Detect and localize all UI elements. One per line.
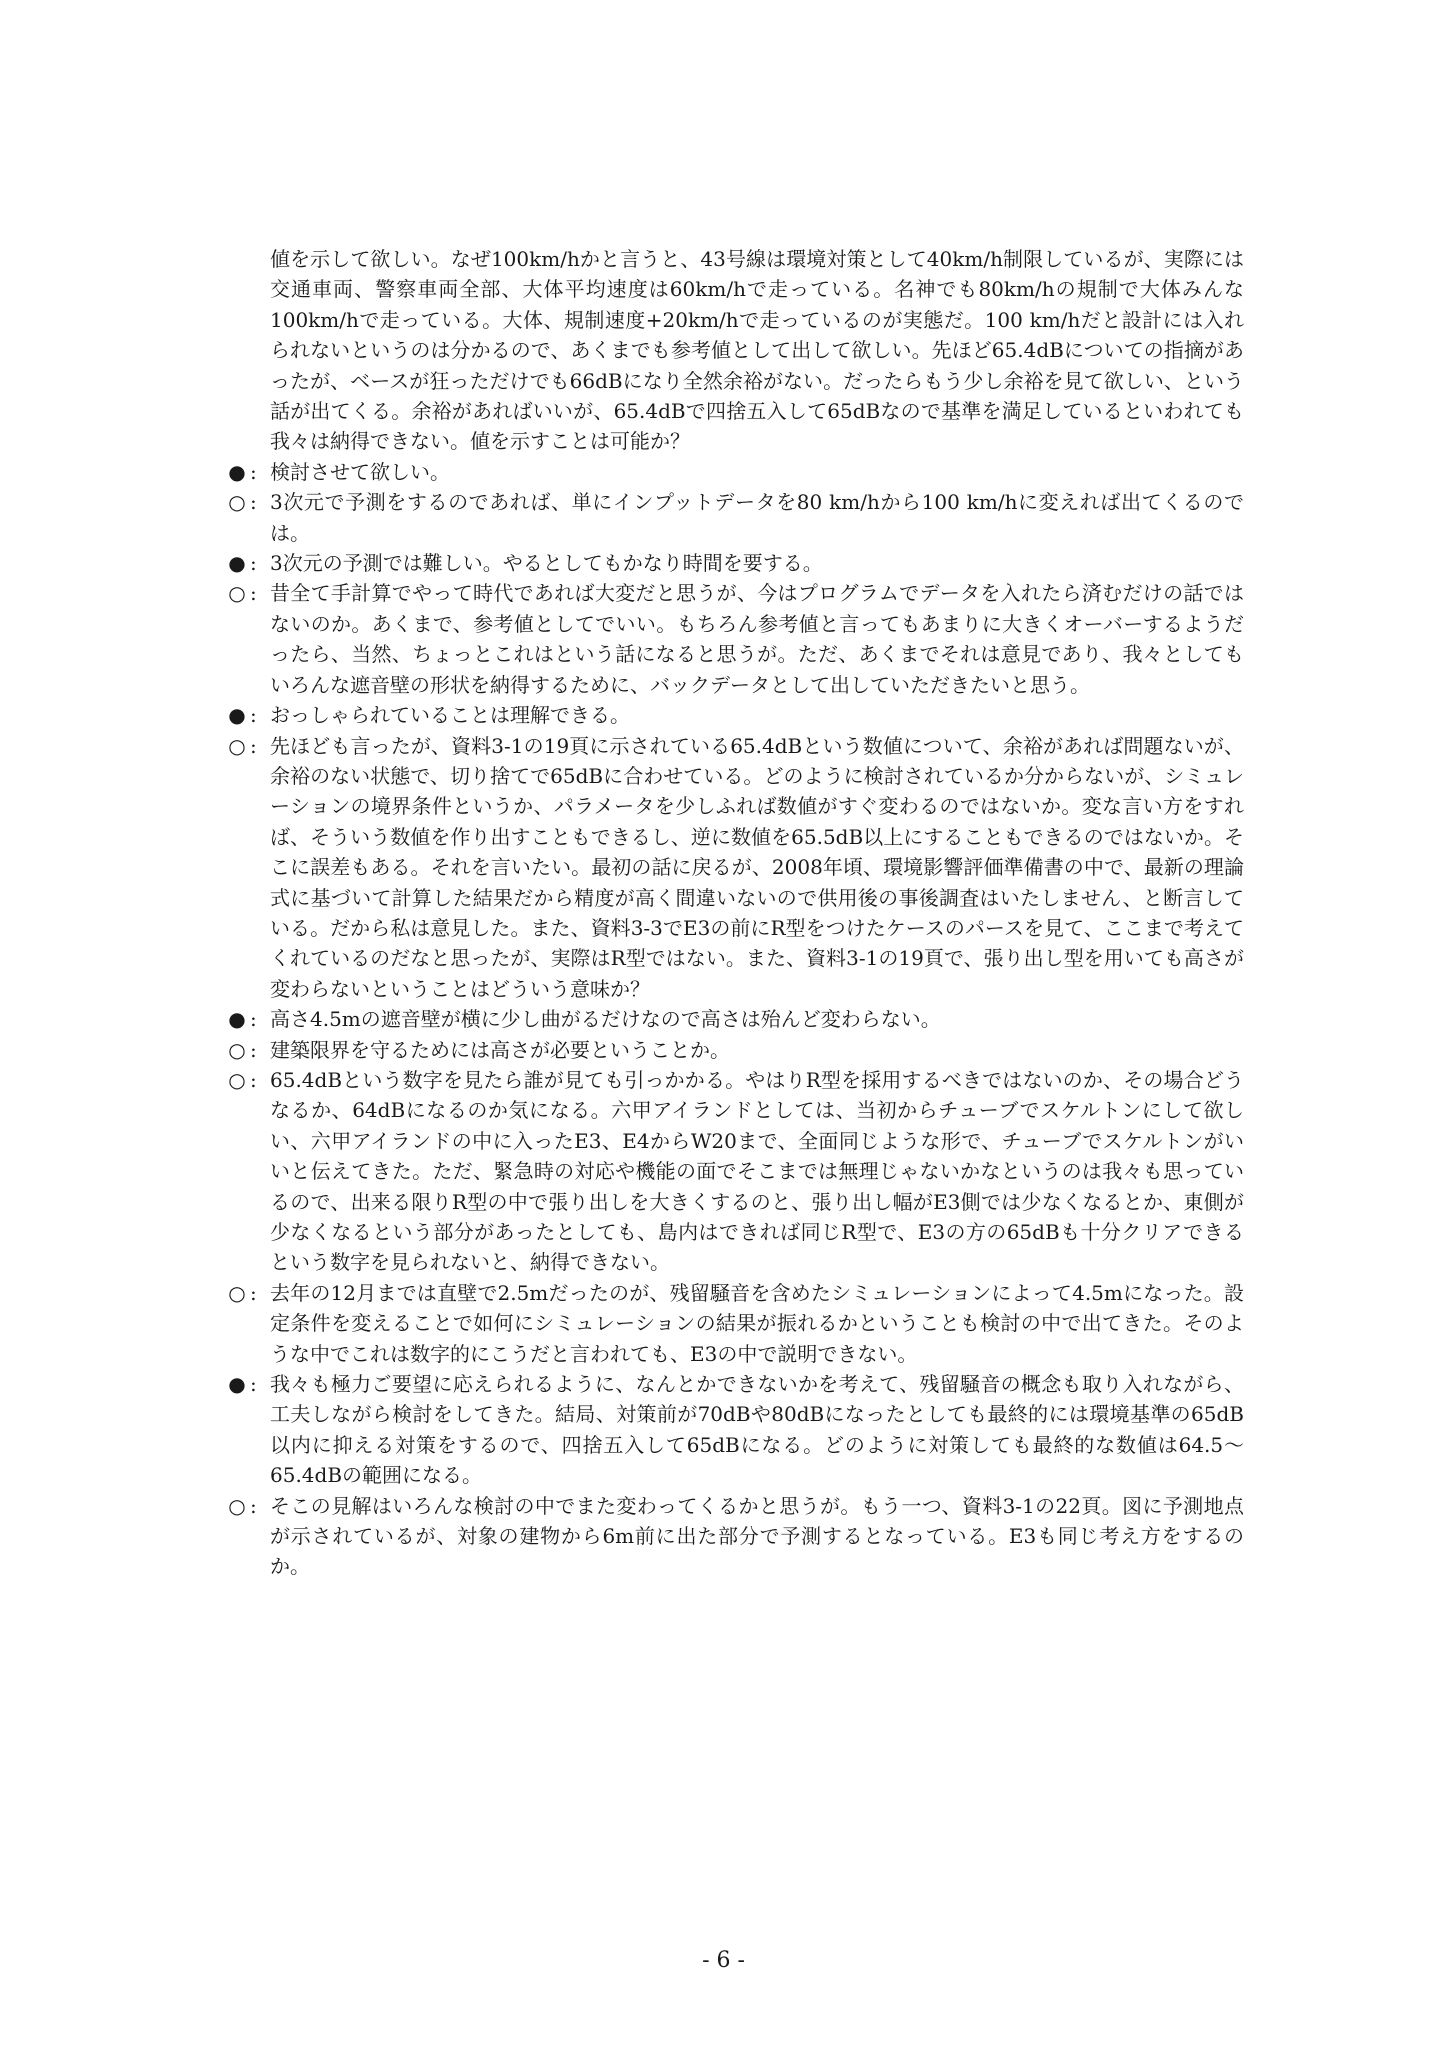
marker-colon: : — [250, 1493, 257, 1518]
respondent-entry — [224, 457, 1244, 487]
marker-colon: : — [250, 1007, 257, 1032]
speaker-marker — [224, 731, 270, 761]
open-circle-icon: ○ — [228, 581, 246, 606]
respondent-entry — [224, 1004, 1244, 1034]
questioner-entry — [224, 1035, 1244, 1065]
respondent-entry — [224, 1369, 1244, 1491]
marker-colon: : — [250, 1037, 257, 1062]
filled-circle-icon: ● — [228, 703, 246, 728]
entry-text: 3次元の予測では難しい。やるとしてもかなり時間を要する。 — [270, 551, 823, 576]
speaker-marker — [224, 700, 270, 730]
minutes-body — [224, 244, 1244, 1582]
speaker-marker — [224, 548, 270, 578]
marker-colon: : — [250, 490, 257, 515]
questioner-entry — [224, 1278, 1244, 1369]
questioner-entry — [224, 1065, 1244, 1278]
open-circle-icon: ○ — [228, 1280, 246, 1305]
open-circle-icon: ○ — [228, 1493, 246, 1518]
entry-text: おっしゃられていることは理解できる。 — [270, 703, 630, 728]
dialogue-entries — [224, 457, 1244, 1582]
questioner-entry — [224, 578, 1244, 700]
respondent-entry — [224, 700, 1244, 730]
entry-text: そこの見解はいろんな検討の中でまた変わってくるかと思うが。もう一つ、資料3-1の22頁。図に予測地点が示されているが、対象の建物から6m前に出た部分で予測するとなっている。E3も同じ考え方をするのか。 — [270, 1493, 1244, 1579]
speaker-marker — [224, 457, 270, 487]
speaker-marker — [224, 1278, 270, 1308]
marker-colon: : — [250, 1280, 257, 1305]
questioner-entry — [224, 1491, 1244, 1582]
filled-circle-icon: ● — [228, 1372, 246, 1397]
marker-colon: : — [250, 1067, 257, 1092]
speaker-marker — [224, 1035, 270, 1065]
entry-text: 昔全て手計算でやって時代であれば大変だと思うが、今はプログラムでデータを入れたら済むだけの話ではないのか。あくまで、参考値としてでいい。もちろん参考値と言ってもあまりに大きくオーバーするようだったら、当然、ちょっとこれはという話になると思うが。ただ、あくまでそれは意見であり、我々としてもいろんな遮音壁の形状を納得するために、バックデータとして出していただきたいと思う。 — [270, 581, 1244, 697]
marker-colon: : — [250, 733, 257, 758]
entry-text: 検討させて欲しい。 — [270, 459, 450, 484]
respondent-entry — [224, 548, 1244, 578]
marker-colon: : — [250, 459, 257, 484]
marker-colon: : — [250, 1372, 257, 1397]
entry-text: 建築限界を守るためには高さが必要ということか。 — [270, 1037, 730, 1062]
questioner-entry — [224, 487, 1244, 548]
open-circle-icon: ○ — [228, 1067, 246, 1092]
filled-circle-icon: ● — [228, 1007, 246, 1032]
page-number: - 6 - — [702, 1948, 745, 1973]
speaker-marker — [224, 1065, 270, 1095]
filled-circle-icon: ● — [228, 459, 246, 484]
continued-paragraph: 値を示して欲しい。なぜ100km/hかと言うと、43号線は環境対策として40km/h制限しているが、実際には交通車両、警察車両全部、大体平均速度は60km/hで走っている。名神でも80km/hの規制で大体みんな100km/hで走っている。大体、規制速度+20km/hで走っているのが実態だ。100 km/hだと設計には入れられないというのは分かるので、あくまでも参考値として出して欲しい。先ほど65.4dBについての指摘があったが、ベースが狂っただけでも66dBになり全然余裕がない。だったらもう少し余裕を見て欲しい、という話が出てくる。余裕があればいいが、65.4dBで四捨五入して65dBなので基準を満足しているといわれても我々は納得できない。値を示すことは可能か？ — [270, 247, 1244, 454]
questioner-entry — [224, 731, 1244, 1005]
speaker-marker — [224, 487, 270, 517]
speaker-marker — [224, 1491, 270, 1521]
speaker-marker — [224, 1004, 270, 1034]
filled-circle-icon: ● — [228, 551, 246, 576]
marker-colon: : — [250, 703, 257, 728]
speaker-marker — [224, 1369, 270, 1399]
entry-text: 我々も極力ご要望に応えられるように、なんとかできないかを考えて、残留騒音の概念も取り入れながら、工夫しながら検討をしてきた。結局、対策前が70dBや80dBになったとしても最終的には環境基準の65dB以内に抑える対策をするので、四捨五入して65dBになる。どのように対策しても最終的な数値は64.5～65.4dBの範囲になる。 — [270, 1372, 1244, 1488]
open-circle-icon: ○ — [228, 1037, 246, 1062]
marker-colon: : — [250, 551, 257, 576]
entry-text: 3次元で予測をするのであれば、単にインプットデータを80 km/hから100 km/hに変えれば出てくるのでは。 — [270, 490, 1244, 545]
marker-colon: : — [250, 581, 257, 606]
open-circle-icon: ○ — [228, 490, 246, 515]
entry-text: 高さ4.5mの遮音壁が横に少し曲がるだけなので高さは殆んど変わらない。 — [270, 1007, 941, 1032]
entry-text: 去年の12月までは直壁で2.5mだったのが、残留騒音を含めたシミュレーションによって4.5mになった。設定条件を変えることで如何にシミュレーションの結果が振れるかということも検討の中で出てきた。そのような中でこれは数字的にこうだと言われても、E3の中で説明できない。 — [270, 1280, 1244, 1366]
open-circle-icon: ○ — [228, 733, 246, 758]
entry-text: 65.4dBという数字を見たら誰が見ても引っかかる。やはりR型を採用するべきではないのか、その場合どうなるか、64dBになるのか気になる。六甲アイランドとしては、当初からチューブでスケルトンにして欲しい、六甲アイランドの中に入ったE3、E4からW20まで、全面同じような形で、チューブでスケルトンがいいと伝えてきた。ただ、緊急時の対応や機能の面でそこまでは無理じゃないかなというのは我々も思っているので、出来る限りR型の中で張り出しを大きくするのと、張り出し幅がE3側では少なくなるとか、東側が少なくなるという部分があったとしても、島内はできれば同じR型で、E3の方の65dBも十分クリアできるという数字を見られないと、納得できない。 — [270, 1067, 1244, 1275]
entry-text: 先ほども言ったが、資料3-1の19頁に示されている65.4dBという数値について、余裕があれば問題ないが、余裕のない状態で、切り捨てで65dBに合わせている。どのように検討されているか分からないが、シミュレーションの境界条件というか、パラメータを少しふれば数値がすぐ変わるのではないか。変な言い方をすれば、そういう数値を作り出すこともできるし、逆に数値を65.5dB以上にすることもできるのではないか。そこに誤差もある。それを言いたい。最初の話に戻るが、2008年頃、環境影響評価準備書の中で、最新の理論式に基づいて計算した結果だから精度が高く間違いないので供用後の事後調査はいたしません、と断言している。だから私は意見した。また、資料3-3でE3の前にR型をつけたケースのパースを見て、ここまで考えてくれているのだなと思ったが、実際はR型ではない。また、資料3-1の19頁で、張り出し型を用いても高さが変わらないということはどういう意味か？ — [270, 733, 1244, 1001]
speaker-marker — [224, 578, 270, 608]
